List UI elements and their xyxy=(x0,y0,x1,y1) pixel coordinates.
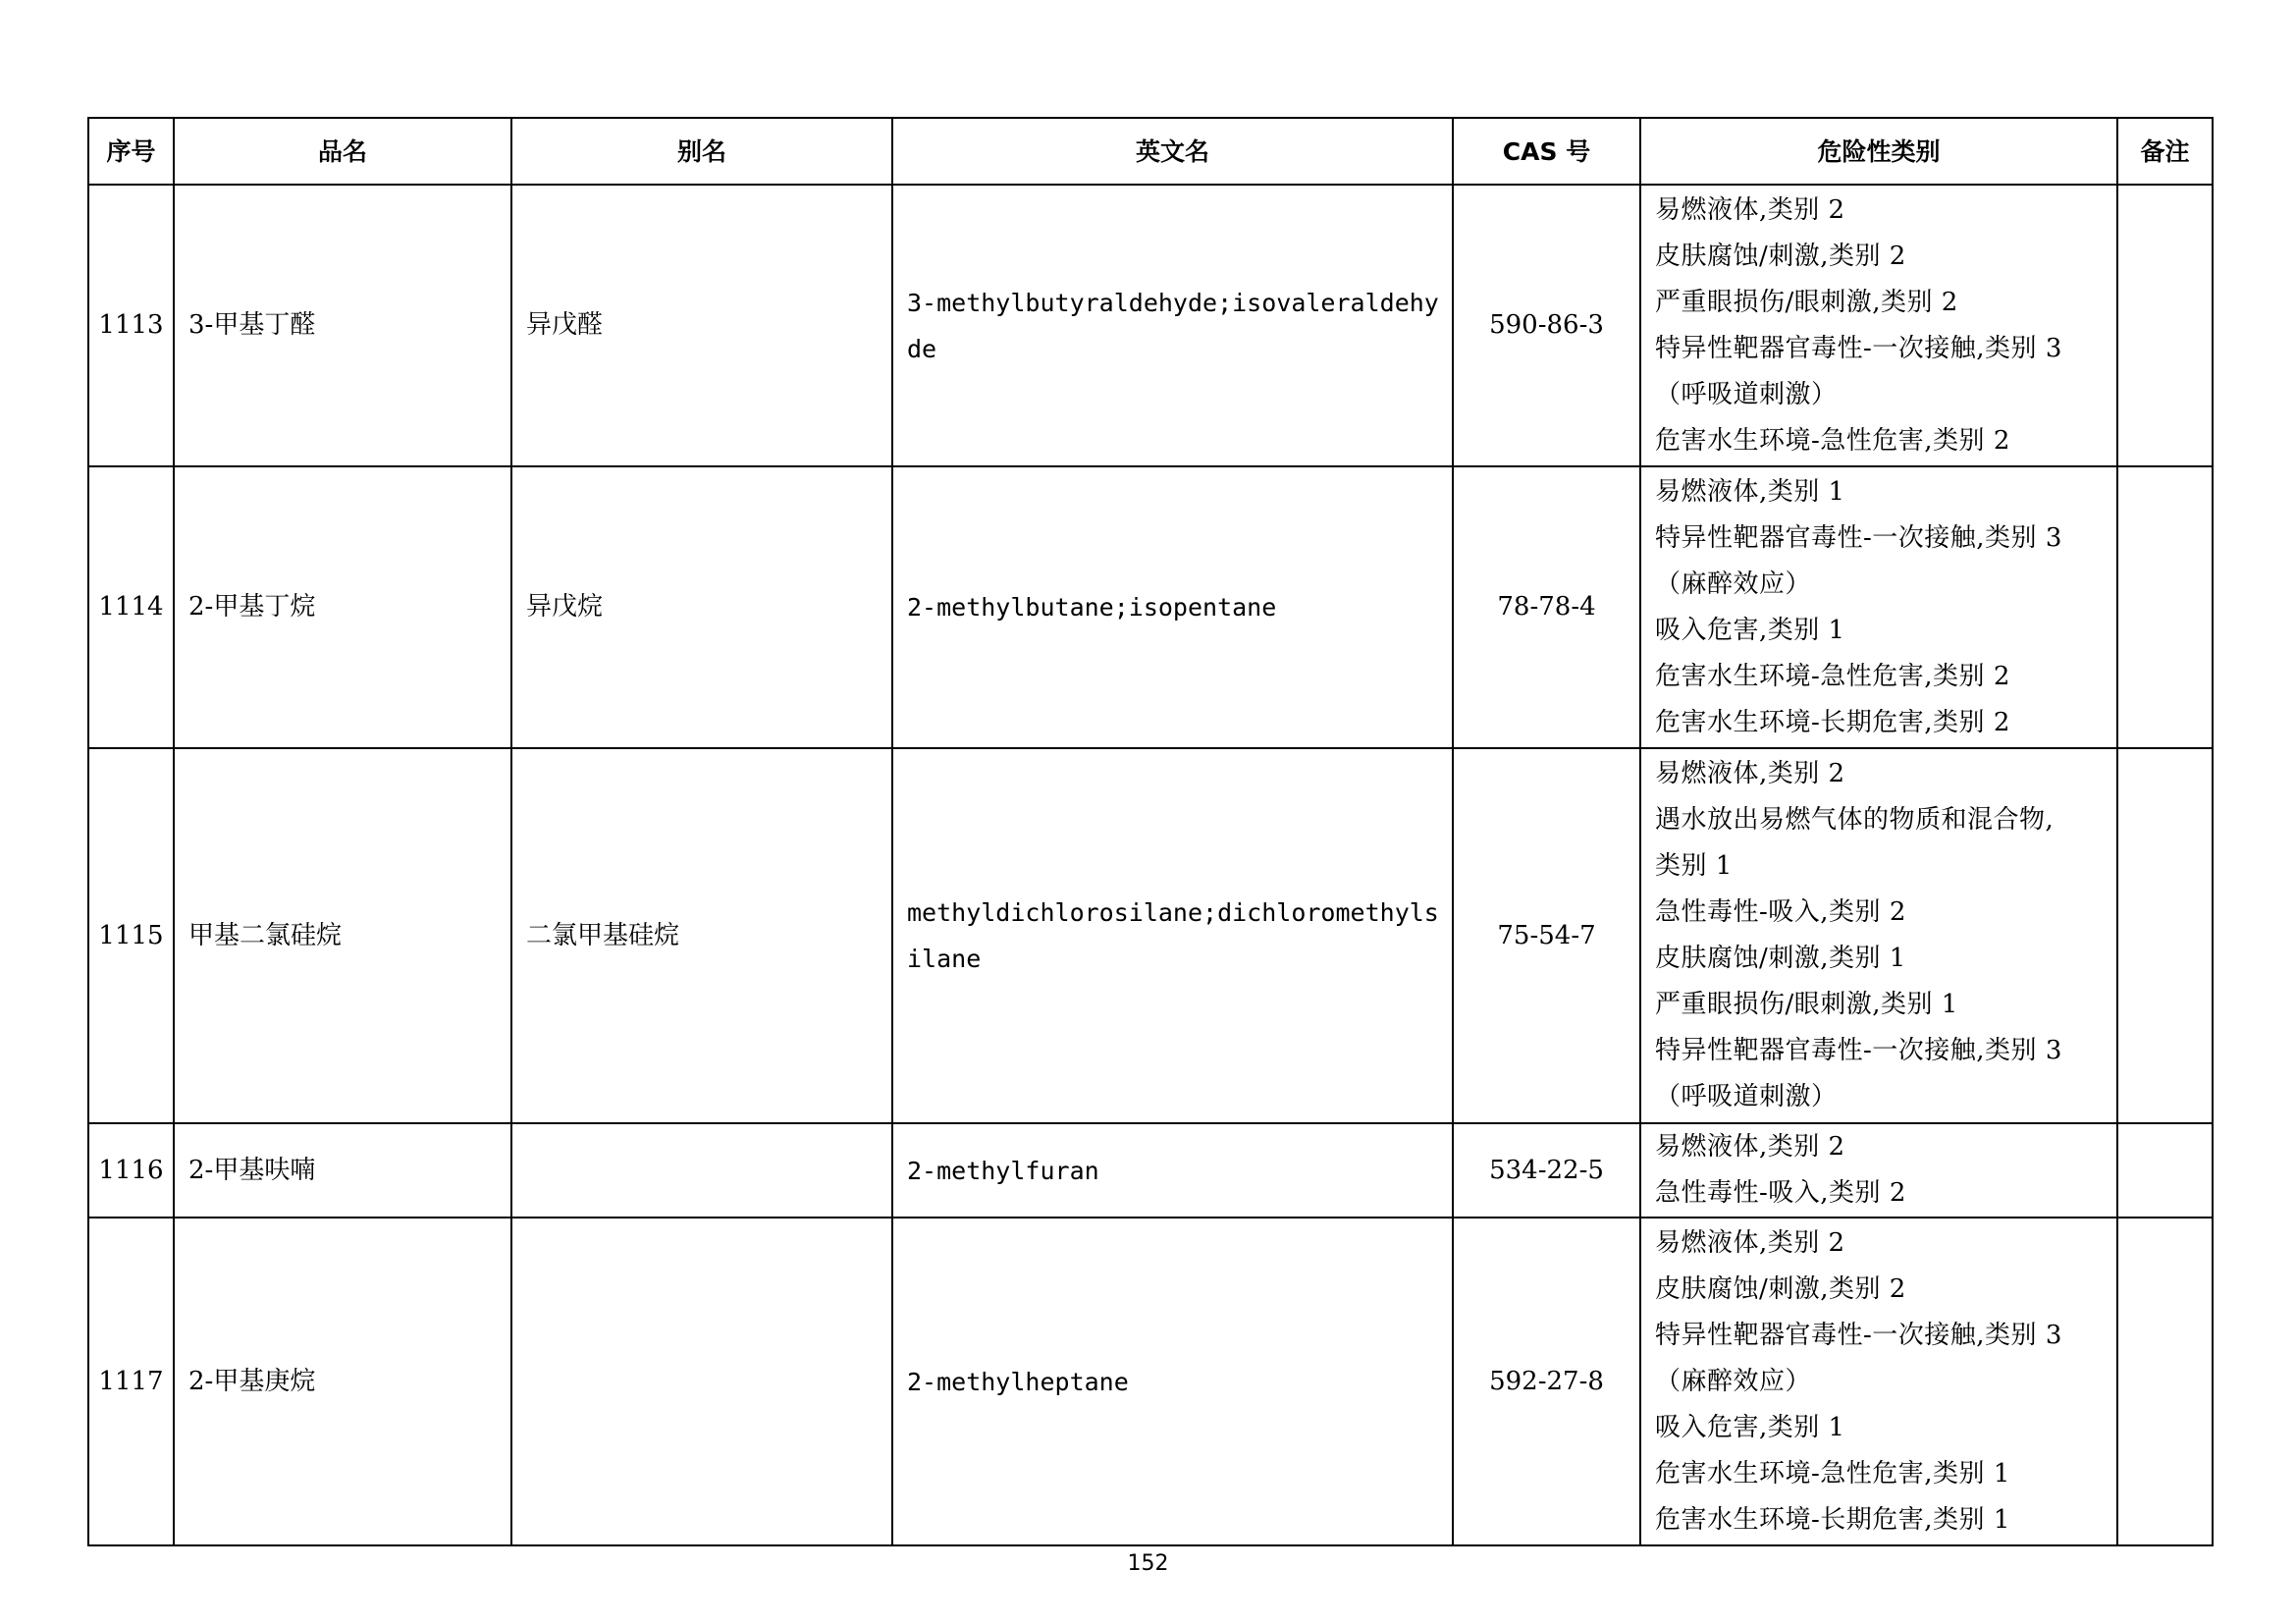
hazard-line: （麻醉效应） xyxy=(1655,568,1812,599)
page-number: 152 xyxy=(1127,1551,1169,1576)
hazard-line: 危害水生环境-急性危害,类别 2 xyxy=(1655,425,2010,456)
cell-cas-number: 75-54-7 xyxy=(1453,748,1640,1123)
cell-product-name: 2-甲基丁烷 xyxy=(174,466,511,748)
header-product-name: 品名 xyxy=(174,118,511,185)
hazard-line: （麻醉效应） xyxy=(1655,1366,1812,1396)
cell-serial-number: 1117 xyxy=(88,1218,174,1545)
hazard-line: 特异性靶器官毒性-一次接触,类别 3 xyxy=(1655,522,2062,553)
cell-alias: 二氯甲基硅烷 xyxy=(511,748,892,1123)
hazard-line: 类别 1 xyxy=(1655,851,1733,881)
cell-remark xyxy=(2117,466,2213,748)
header-alias: 别名 xyxy=(511,118,892,185)
hazard-line: 急性毒性-吸入,类别 2 xyxy=(1655,897,1906,927)
hazard-line: 易燃液体,类别 1 xyxy=(1655,476,1845,507)
hazard-line: 危害水生环境-长期危害,类别 2 xyxy=(1655,707,2010,737)
cell-product-name: 2-甲基庚烷 xyxy=(174,1218,511,1545)
cell-remark xyxy=(2117,1218,2213,1545)
cell-alias: 异戊烷 xyxy=(511,466,892,748)
hazardous-chemicals-table xyxy=(87,117,2214,1546)
cell-english-name: 2-methylfuran xyxy=(892,1123,1453,1218)
header-row xyxy=(88,118,2213,185)
cell-product-name: 3-甲基丁醛 xyxy=(174,185,511,466)
header-cas-number: CAS 号 xyxy=(1453,118,1640,185)
cell-cas-number: 592-27-8 xyxy=(1453,1218,1640,1545)
hazard-line: 危害水生环境-长期危害,类别 1 xyxy=(1655,1504,2010,1535)
hazard-line: 易燃液体,类别 2 xyxy=(1655,194,1845,225)
cell-hazard-category xyxy=(1640,466,2117,748)
cell-remark xyxy=(2117,1123,2213,1218)
hazard-line: 特异性靶器官毒性-一次接触,类别 3 xyxy=(1655,333,2062,363)
hazard-line: 严重眼损伤/眼刺激,类别 2 xyxy=(1655,287,1958,317)
cell-english-name: 3-methylbutyraldehyde;isovaleraldehyde xyxy=(892,185,1453,466)
hazard-line: 急性毒性-吸入,类别 2 xyxy=(1655,1178,1906,1208)
cell-serial-number: 1114 xyxy=(88,466,174,748)
header-remark: 备注 xyxy=(2117,118,2213,185)
cell-hazard-category xyxy=(1640,1123,2117,1218)
cell-alias xyxy=(511,1123,892,1218)
cell-cas-number: 590-86-3 xyxy=(1453,185,1640,466)
cell-english-name: 2-methylbutane;isopentane xyxy=(892,466,1453,748)
cell-remark xyxy=(2117,748,2213,1123)
hazard-line: 危害水生环境-急性危害,类别 2 xyxy=(1655,661,2010,691)
cell-serial-number: 1116 xyxy=(88,1123,174,1218)
cell-alias xyxy=(511,1218,892,1545)
hazard-line: 特异性靶器官毒性-一次接触,类别 3 xyxy=(1655,1036,2062,1065)
hazard-line: 危害水生环境-急性危害,类别 1 xyxy=(1655,1458,2010,1489)
hazard-line: 皮肤腐蚀/刺激,类别 2 xyxy=(1655,241,1906,271)
hazard-line: 吸入危害,类别 1 xyxy=(1655,615,1845,645)
hazard-line: （呼吸道刺激） xyxy=(1655,379,1838,409)
table-row xyxy=(88,1218,2213,1545)
header-hazard-category: 危险性类别 xyxy=(1640,118,2117,185)
cell-hazard-category xyxy=(1640,748,2117,1123)
table-row xyxy=(88,748,2213,1123)
cell-english-name: 2-methylheptane xyxy=(892,1218,1453,1545)
hazard-line: 易燃液体,类别 2 xyxy=(1655,1132,1845,1162)
table-body xyxy=(88,185,2213,1545)
table-row xyxy=(88,1123,2213,1218)
cell-english-name: methyldichlorosilane;dichloromethylsilane xyxy=(892,748,1453,1123)
hazard-line: 严重眼损伤/眼刺激,类别 1 xyxy=(1655,990,1958,1019)
cell-product-name: 甲基二氯硅烷 xyxy=(174,748,511,1123)
header-serial-number: 序号 xyxy=(88,118,174,185)
cell-hazard-category xyxy=(1640,1218,2117,1545)
hazard-line: 易燃液体,类别 2 xyxy=(1655,1227,1845,1258)
hazard-line: 皮肤腐蚀/刺激,类别 2 xyxy=(1655,1273,1906,1304)
header-english-name: 英文名 xyxy=(892,118,1453,185)
cell-serial-number: 1113 xyxy=(88,185,174,466)
cell-cas-number: 78-78-4 xyxy=(1453,466,1640,748)
table-row xyxy=(88,185,2213,466)
cell-cas-number: 534-22-5 xyxy=(1453,1123,1640,1218)
table-header xyxy=(88,118,2213,185)
cell-serial-number: 1115 xyxy=(88,748,174,1123)
hazard-line: 特异性靶器官毒性-一次接触,类别 3 xyxy=(1655,1320,2062,1350)
hazard-line: 易燃液体,类别 2 xyxy=(1655,759,1845,788)
hazard-line: 遇水放出易燃气体的物质和混合物, xyxy=(1655,805,2055,835)
hazard-line: （呼吸道刺激） xyxy=(1655,1082,1838,1111)
cell-alias: 异戊醛 xyxy=(511,185,892,466)
hazard-line: 吸入危害,类别 1 xyxy=(1655,1412,1845,1442)
hazard-line: 皮肤腐蚀/刺激,类别 1 xyxy=(1655,944,1906,973)
cell-remark xyxy=(2117,185,2213,466)
cell-product-name: 2-甲基呋喃 xyxy=(174,1123,511,1218)
cell-hazard-category xyxy=(1640,185,2117,466)
table-row xyxy=(88,466,2213,748)
